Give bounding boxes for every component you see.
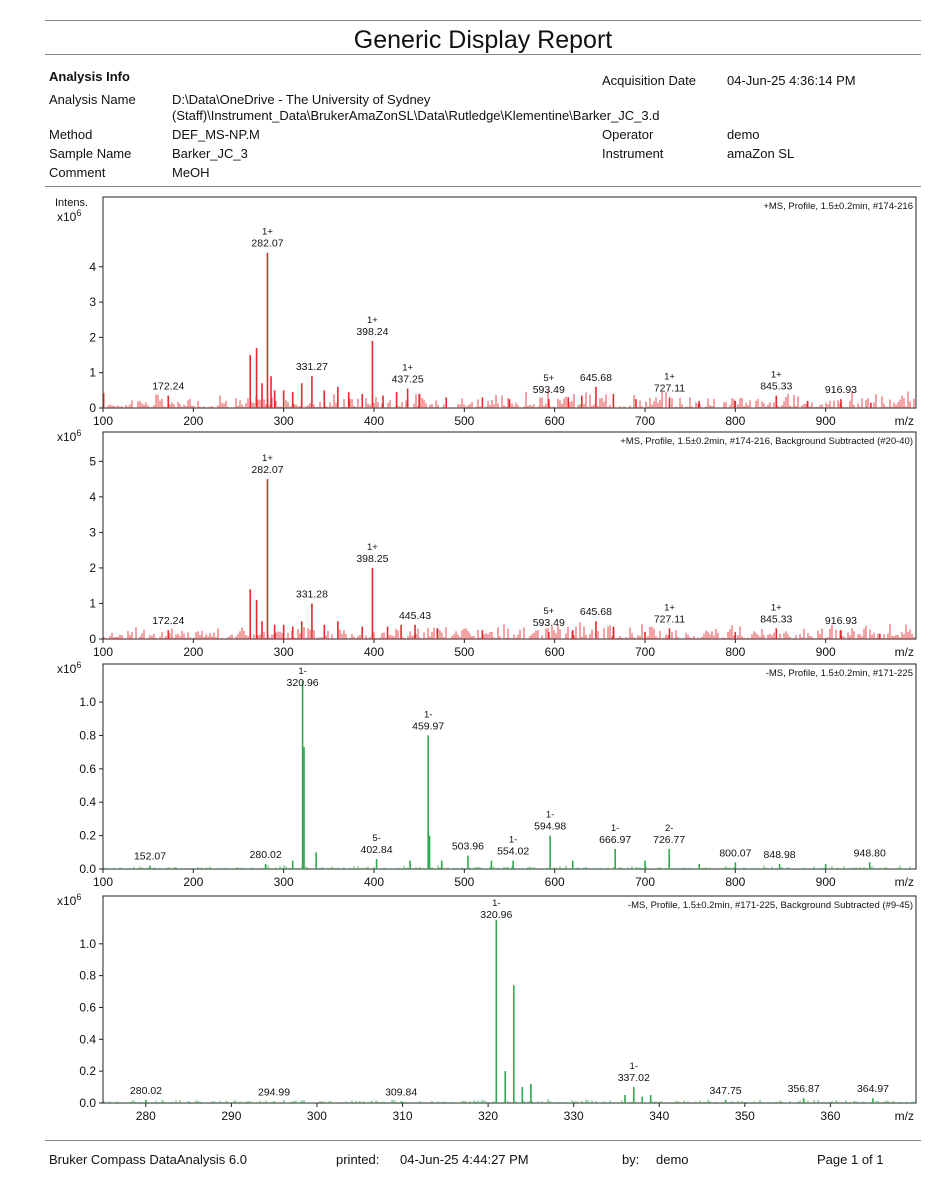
peak-label: 845.33 <box>760 380 793 393</box>
peak-label: 948.80 <box>853 847 886 860</box>
baseline-noise <box>104 1099 914 1103</box>
x-axis-label: m/z <box>894 645 914 659</box>
chart-panel-4 <box>57 892 916 1123</box>
x-tick-label: 900 <box>815 414 836 428</box>
footer-page: Page 1 of 1 <box>817 1152 884 1167</box>
peak-label: 398.25 <box>356 552 389 565</box>
x-tick-label: 340 <box>649 1109 670 1123</box>
instrument-value: amaZon SL <box>727 146 795 161</box>
peak-label: 280.02 <box>249 848 282 861</box>
peak-label: 356.87 <box>787 1083 820 1096</box>
peak-label: 593.49 <box>532 384 565 397</box>
peak-label: 459.97 <box>412 720 445 733</box>
x-tick-label: 400 <box>363 875 385 889</box>
acquisition-date-value: 04-Jun-25 4:36:14 PM <box>727 73 856 88</box>
peak-label: 445.43 <box>398 609 432 622</box>
peak-label: 282.07 <box>251 237 284 250</box>
y-tick-label: 4 <box>89 489 96 504</box>
analysis-name-label: Analysis Name <box>49 92 136 107</box>
peak-charge-label: 5- <box>372 832 381 844</box>
peak-charge-label: 5+ <box>543 605 555 617</box>
acquisition-date-label: Acquisition Date <box>602 73 696 88</box>
plot-frame <box>103 197 916 408</box>
x-tick-label: 200 <box>183 875 204 889</box>
y-scale-exponent: 6 <box>76 892 82 902</box>
x-tick-label: 400 <box>363 645 385 659</box>
comment-value: MeOH <box>172 165 210 180</box>
analysis-name-value: D:\Data\OneDrive - The University of Sydney <box>172 92 431 107</box>
x-tick-label: 500 <box>454 645 475 659</box>
x-tick-label: 100 <box>92 645 114 659</box>
footer-rule <box>45 1140 921 1141</box>
chart-panel-1 <box>55 197 916 428</box>
y-scale-label: $x10^6$ <box>57 428 82 444</box>
y-scale-exponent: 6 <box>76 208 82 218</box>
peak-label: 331.28 <box>295 588 328 601</box>
peak-charge-label: 1+ <box>366 314 378 326</box>
x-tick-label: 280 <box>135 1109 156 1123</box>
x-tick-label: 300 <box>273 414 294 428</box>
x-tick-label: 700 <box>634 645 656 659</box>
peak-charge-label: 1- <box>423 709 433 721</box>
peak-label: 916.93 <box>824 384 858 397</box>
peak-label: 554.02 <box>497 845 530 858</box>
peak-label: 916.93 <box>824 615 858 628</box>
x-tick-label: 300 <box>273 875 294 889</box>
x-tick-label: 330 <box>563 1109 584 1123</box>
peak-charge-label: 5+ <box>543 373 555 385</box>
peak-label: 294.99 <box>258 1086 291 1099</box>
x-tick-label: 900 <box>815 875 836 889</box>
y-tick-label: 0.6 <box>79 1000 96 1015</box>
peak-label: 337.02 <box>617 1072 650 1085</box>
x-tick-label: 290 <box>221 1109 242 1123</box>
peak-charge-label: 1+ <box>262 226 273 238</box>
y-tick-label: 0 <box>89 632 96 646</box>
series-legend: -MS, Profile, 1.5±0.2min, #171-225 <box>765 668 913 679</box>
peak-label: 848.98 <box>763 848 796 861</box>
x-tick-label: 100 <box>92 875 114 889</box>
y-scale-exponent: 6 <box>76 428 82 438</box>
method-value: DEF_MS-NP.M <box>172 127 260 142</box>
peak-label: 645.68 <box>579 606 612 619</box>
peak-charge-label: 1+ <box>770 602 782 614</box>
peak-label: 645.68 <box>579 371 612 384</box>
peak-label: 172.24 <box>152 615 185 628</box>
peak-label: 320.96 <box>286 677 319 689</box>
footer-by-label: by: <box>622 1152 640 1167</box>
peak-label: 402.84 <box>360 843 393 856</box>
peak-label: 282.07 <box>251 464 284 477</box>
x-tick-label: 360 <box>820 1109 841 1123</box>
peak-label: 364.97 <box>856 1083 890 1096</box>
series-legend: +MS, Profile, 1.5±0.2min, #174-216, Background Subtracted (#20-40) <box>620 436 913 447</box>
peak-charge-label: 1- <box>508 834 518 846</box>
y-axis-label: Intens. <box>55 197 89 209</box>
y-scale-label: $x10^6$ <box>57 208 82 224</box>
y-tick-label: 0.0 <box>79 862 96 876</box>
peak-label: 398.24 <box>356 325 389 338</box>
x-tick-label: 300 <box>273 645 294 659</box>
footer-printed-label: printed: <box>336 1152 380 1167</box>
peak-label: 172.24 <box>152 380 185 393</box>
x-tick-label: 600 <box>544 414 565 428</box>
y-tick-label: 1 <box>89 596 96 611</box>
y-tick-label: 4 <box>89 259 96 274</box>
x-axis-label: m/z <box>894 875 914 889</box>
peak-charge-label: 1+ <box>262 453 273 465</box>
peak-label: 594.98 <box>534 820 567 833</box>
peak-label: 331.27 <box>295 361 328 374</box>
operator-label: Operator <box>602 127 654 142</box>
peak-label: 845.33 <box>760 613 793 626</box>
y-tick-label: 5 <box>89 454 96 469</box>
peak-charge-label: 2- <box>664 822 674 834</box>
x-tick-label: 800 <box>725 414 746 428</box>
x-tick-label: 320 <box>478 1109 499 1123</box>
peak-label: 152.07 <box>133 850 167 863</box>
report-title: Generic Display Report <box>353 26 613 54</box>
y-scale-label: $x10^6$ <box>57 660 82 676</box>
peak-charge-label: 1- <box>629 1061 638 1073</box>
peak-charge-label: 1- <box>610 822 620 834</box>
y-tick-label: 2 <box>89 330 96 345</box>
x-tick-label: 800 <box>725 645 746 659</box>
peak-label: 726.77 <box>653 833 686 846</box>
y-scale-label: $x10^6$ <box>57 892 82 908</box>
x-tick-label: 310 <box>392 1109 413 1123</box>
peak-charge-label: 1+ <box>402 362 414 374</box>
y-tick-label: 0.4 <box>79 1032 96 1047</box>
peak-label: 800.07 <box>719 847 752 860</box>
x-axis-label: m/z <box>894 414 914 428</box>
comment-label: Comment <box>49 165 106 180</box>
peak-charge-label: 1- <box>492 898 501 909</box>
x-tick-label: 600 <box>544 645 565 659</box>
y-tick-label: 1.0 <box>79 936 96 951</box>
peak-label: 666.97 <box>599 833 632 846</box>
analysis-name-value-line2: (Staff)\Instrument_Data\BrukerAmaZonSL\Data\Rutledge\Klementine\Barker_JC_3.d <box>172 108 660 123</box>
x-tick-label: 350 <box>734 1109 755 1123</box>
x-tick-label: 700 <box>634 875 656 889</box>
y-tick-label: 0.6 <box>79 761 96 776</box>
y-tick-label: 0.8 <box>79 728 96 743</box>
footer-printed-date: 04-Jun-25 4:44:27 PM <box>400 1152 529 1167</box>
x-tick-label: 300 <box>306 1109 327 1123</box>
peak-charge-label: 1+ <box>664 371 675 383</box>
x-tick-label: 800 <box>725 875 746 889</box>
y-tick-label: 1 <box>89 365 96 380</box>
x-tick-label: 400 <box>363 414 385 428</box>
y-tick-label: 0 <box>89 401 96 415</box>
y-scale-exponent: 6 <box>76 660 82 670</box>
y-tick-label: 2 <box>89 560 96 575</box>
peak-label: 309.84 <box>385 1086 418 1099</box>
chart-panel-3 <box>57 660 916 889</box>
x-tick-label: 500 <box>454 414 475 428</box>
peak-label: 727.11 <box>653 382 686 395</box>
x-tick-label: 200 <box>183 645 204 659</box>
footer-by-value: demo <box>656 1152 689 1167</box>
y-tick-label: 3 <box>89 525 96 540</box>
peak-charge-label: 1+ <box>770 369 782 381</box>
analysis-info-heading: Analysis Info <box>49 69 130 84</box>
operator-value: demo <box>727 127 760 142</box>
instrument-label: Instrument <box>602 146 664 161</box>
peak-charge-label: 1- <box>298 666 307 677</box>
baseline-noise <box>104 623 914 640</box>
chart-panel-2 <box>57 428 916 659</box>
baseline-noise <box>104 865 914 869</box>
plot-frame <box>103 896 916 1103</box>
peak-label: 347.75 <box>709 1084 742 1097</box>
peak-charge-label: 1- <box>545 809 555 821</box>
plot-frame <box>103 432 916 639</box>
y-tick-label: 0.4 <box>79 795 96 810</box>
x-axis-label: m/z <box>894 1109 914 1123</box>
x-tick-label: 500 <box>454 875 475 889</box>
peak-label: 593.49 <box>532 616 565 629</box>
y-tick-label: 3 <box>89 295 96 310</box>
peak-label: 503.96 <box>451 840 484 853</box>
sample-name-label: Sample Name <box>49 146 132 161</box>
y-tick-label: 0.2 <box>79 828 96 843</box>
y-tick-label: 1.0 <box>79 695 96 710</box>
x-tick-label: 900 <box>815 645 836 659</box>
peak-charge-label: 1+ <box>664 602 675 614</box>
peak-label: 727.11 <box>653 613 686 626</box>
method-label: Method <box>49 127 93 142</box>
footer-software: Bruker Compass DataAnalysis 6.0 <box>49 1152 247 1167</box>
peak-charge-label: 1+ <box>366 541 378 553</box>
x-tick-label: 200 <box>183 414 204 428</box>
x-tick-label: 100 <box>92 414 114 428</box>
y-tick-label: 0.2 <box>79 1064 96 1079</box>
peak-label: 320.96 <box>480 909 513 921</box>
y-tick-label: 0.8 <box>79 968 96 983</box>
y-tick-label: 0.0 <box>79 1096 96 1110</box>
x-tick-label: 700 <box>634 414 656 428</box>
peak-label: 437.25 <box>391 373 424 386</box>
sample-name-value: Barker_JC_3 <box>172 146 248 161</box>
series-legend: +MS, Profile, 1.5±0.2min, #174-216 <box>763 201 913 212</box>
peak-label: 280.02 <box>129 1084 163 1097</box>
x-tick-label: 600 <box>544 875 565 889</box>
series-legend: -MS, Profile, 1.5±0.2min, #171-225, Background Subtracted (#9-45) <box>627 900 913 911</box>
